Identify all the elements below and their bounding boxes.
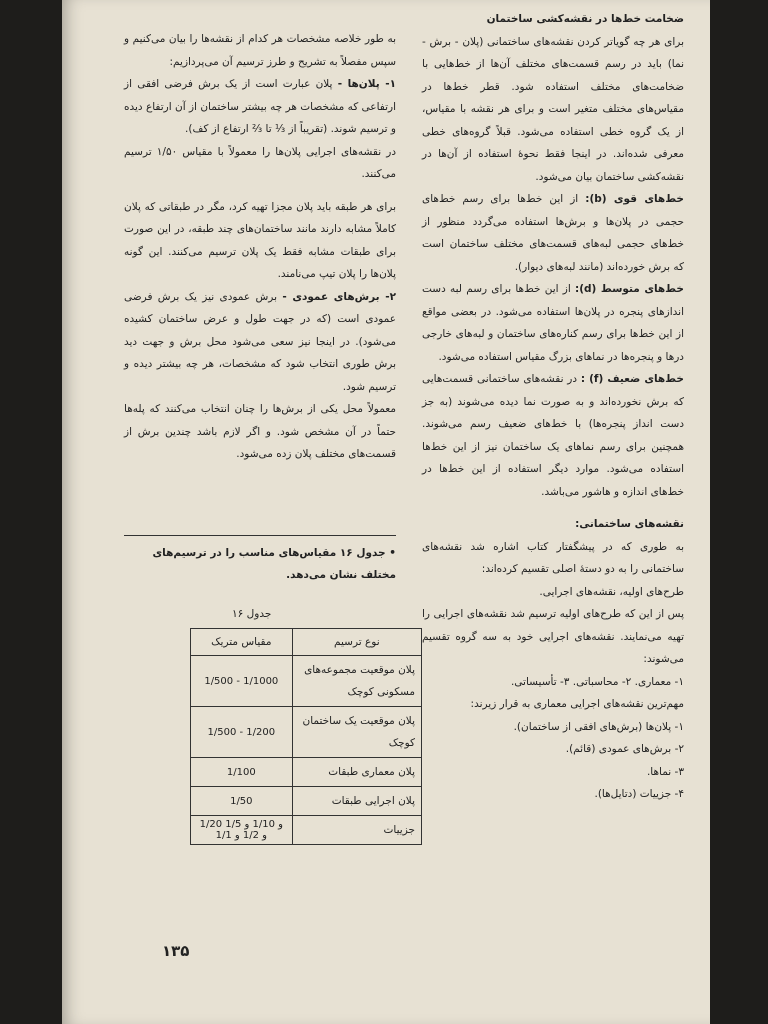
- cell-drawing-type: پلان معماری طبقات: [292, 758, 421, 787]
- paragraph-intro: برای هر چه گویاتر کردن نقشه‌های ساختمانی (پلان - برش - نما) باید در رسم قسمت‌های مختلف آن‌ها از خط‌هایی با ضخامت‌های مختلف استفاده شود. قطر خط‌ها در مقیاس‌های مختلف متغیر است و برای هر نقشه با مقیاس، از یک گروه خطی استفاده می‌شود. قبلاً گروه‌های خطی معرفی شده‌اند. در اینجا فقط نحوهٔ استفاده از آن‌ها در نقشه‌کشی ساختمان بیان می‌شود.: [422, 35, 684, 183]
- paragraph-plans-scale: در نقشه‌های اجرایی پلان‌ها را معمولاً با مقیاس ۱/۵۰ ترسیم می‌کنند.: [124, 145, 396, 180]
- cell-scale: 1/50: [191, 787, 293, 816]
- divider: [124, 535, 396, 536]
- list-item: ۲- برش‌های عمودی (قائم).: [565, 743, 684, 755]
- thick-lines-label: خط‌های قوی (b):: [585, 193, 685, 205]
- table-header-row: [191, 629, 422, 656]
- list-item: ۳- نماها.: [646, 765, 684, 778]
- paragraph-summary: به طور خلاصه مشخصات هر کدام از نقشه‌ها را بیان می‌کنیم و سپس مفصلاً به تشریح و طرز ترسیم آن می‌پردازیم:: [124, 33, 396, 68]
- table-row: [191, 707, 422, 758]
- paragraph-medium-lines: [422, 278, 684, 368]
- thick-lines-text: از این خط‌ها برای رسم خط‌های حجمی در پلان‌ها و برش‌ها استفاده می‌گردد منظور از خط‌های حجمی لبه‌های قسمت‌های مختلف ساختمان است که برش خورده‌اند (مانند لبه‌های دیوار).: [422, 193, 684, 273]
- paragraph-floors: برای هر طبقه باید پلان مجزا تهیه کرد، مگر در طبقاتی که پلان کاملاً مشابه دارند مانند ساختمان‌های چند طبقه، در این صورت برای طبقات مشابه فقط یک پلان ترسیم می‌کنند. این گونه پلان‌ها را پلان تیپ می‌نامند.: [124, 200, 396, 280]
- paragraph-maps-after: پس از این که طرح‌های اولیه ترسیم شد نقشه‌های اجرایی را تهیه می‌نمایند. نقشه‌های اجرایی خود به سه گروه تقسیم می‌شوند:: [422, 608, 684, 665]
- header-metric-scale: مقیاس متریک: [191, 629, 293, 656]
- thin-lines-label: خط‌های ضعیف (f) :: [580, 373, 684, 385]
- table-caption: • جدول ۱۶ مقیاس‌های مناسب را در ترسیم‌های مختلف نشان می‌دهد.: [152, 547, 396, 581]
- list-item: ۱- پلان‌ها (برش‌های افقی از ساختمان).: [513, 720, 684, 733]
- plans-label: ۱- پلان‌ها -: [337, 78, 396, 90]
- paragraph-sections: [124, 286, 396, 399]
- plans-text: پلان عبارت است از یک برش فرضی افقی از ارتفاعی که مشخصات هر چه بیشتر ساختمان از آن ارتفاع دیده و ترسیم شوند. (تقریباً از ⅓ تا ⅔ ارتفاع از کف).: [124, 78, 396, 135]
- table-title: جدول ۱۶: [232, 608, 272, 620]
- paragraph-plans: [124, 73, 396, 141]
- paragraph-thick-lines: [422, 188, 684, 278]
- paragraph-groups: ۱- معماری. ۲- محاسباتی. ۳- تأسیساتی.: [510, 675, 684, 688]
- table-row: [191, 656, 422, 707]
- cell-drawing-type: پلان موقعیت یک ساختمان کوچک: [292, 707, 421, 758]
- cell-scale: 1/500 - 1/200: [191, 707, 293, 758]
- cell-scale: 1/20 و 1/10 و 1/5 و 1/2 و 1/1: [191, 816, 293, 845]
- scales-table: [190, 628, 422, 845]
- cell-drawing-type: پلان موقعیت مجموعه‌های مسکونی کوچک: [292, 656, 421, 707]
- paragraph-sections-more: معمولاً محل یکی از برش‌ها را چنان انتخاب می‌کنند که پله‌ها حتماً در آن مشخص شود. و اگر لازم باشد چندین برش از قسمت‌های مختلف پلان زده می‌شود.: [124, 403, 396, 460]
- sections-text: برش عمودی نیز یک برش فرضی عمودی است (که در جهت طول و عرض ساختمان کشیده می‌شود). در اینجا نیز سعی می‌شود محل برش و جهت دید برش طوری انتخاب شود که مشخصات، هر چه بیشتر دیده و ترسیم شود.: [124, 290, 396, 393]
- cell-drawing-type: پلان اجرایی طبقات: [292, 787, 421, 816]
- cell-drawing-type: جزییات: [292, 816, 421, 845]
- paragraph-maps-types: طرح‌های اولیه، نقشه‌های اجرایی.: [539, 585, 684, 598]
- right-column: [422, 8, 684, 806]
- paragraph-maps-intro: به طوری که در پیشگفتار کتاب اشاره شد نقشه‌های ساختمانی را به دو دستهٔ اصلی تقسیم کرده‌اند:: [422, 540, 684, 575]
- book-page: [62, 0, 710, 1024]
- list-item: ۴- جزییات (دتایل‌ها).: [594, 788, 684, 800]
- medium-lines-text: از این خط‌ها برای رسم لبه دست اندازهای پنجره در پلان‌ها استفاده می‌شود. در بعضی مواقع از این خط‌ها برای رسم کناره‌های ساختمان و لبه‌های خارجی درها و پنجره‌ها در نماهای بزرگ مقیاس استفاده می‌شود.: [422, 283, 684, 363]
- sections-label: ۲- برش‌های عمودی -: [282, 290, 396, 303]
- table-row: [191, 816, 422, 845]
- paragraph-important: مهم‌ترین نقشه‌های اجرایی معماری به قرار زیرند:: [470, 698, 684, 710]
- table-row: [191, 787, 422, 816]
- header-drawing-type: نوع ترسیم: [292, 629, 421, 656]
- page-number: ۱۳۵: [162, 942, 190, 960]
- thin-lines-text: در نقشه‌های ساختمانی قسمت‌هایی که برش نخورده‌اند و به صورت نما دیده می‌شوند (به جز دست انداز پنجره‌ها) با خط‌های ضعیف رسم می‌شوند. همچنین برای رسم نماهای یک ساختمان نیز از این خط‌ها استفاده می‌شود. موارد دیگر استفاده از این خط‌ها در خط‌های اندازه و هاشور می‌باشد.: [422, 373, 684, 498]
- left-column: [124, 28, 396, 466]
- cell-scale: 1/500 - 1/1000: [191, 656, 293, 707]
- medium-lines-label: خط‌های متوسط (d):: [575, 283, 684, 295]
- heading-line-thickness: ضخامت خط‌ها در نقشه‌کشی ساختمان: [486, 13, 684, 25]
- cell-scale: 1/100: [191, 758, 293, 787]
- table-row: [191, 758, 422, 787]
- heading-building-maps: نقشه‌های ساختمانی:: [575, 518, 684, 530]
- paragraph-thin-lines: [422, 368, 684, 503]
